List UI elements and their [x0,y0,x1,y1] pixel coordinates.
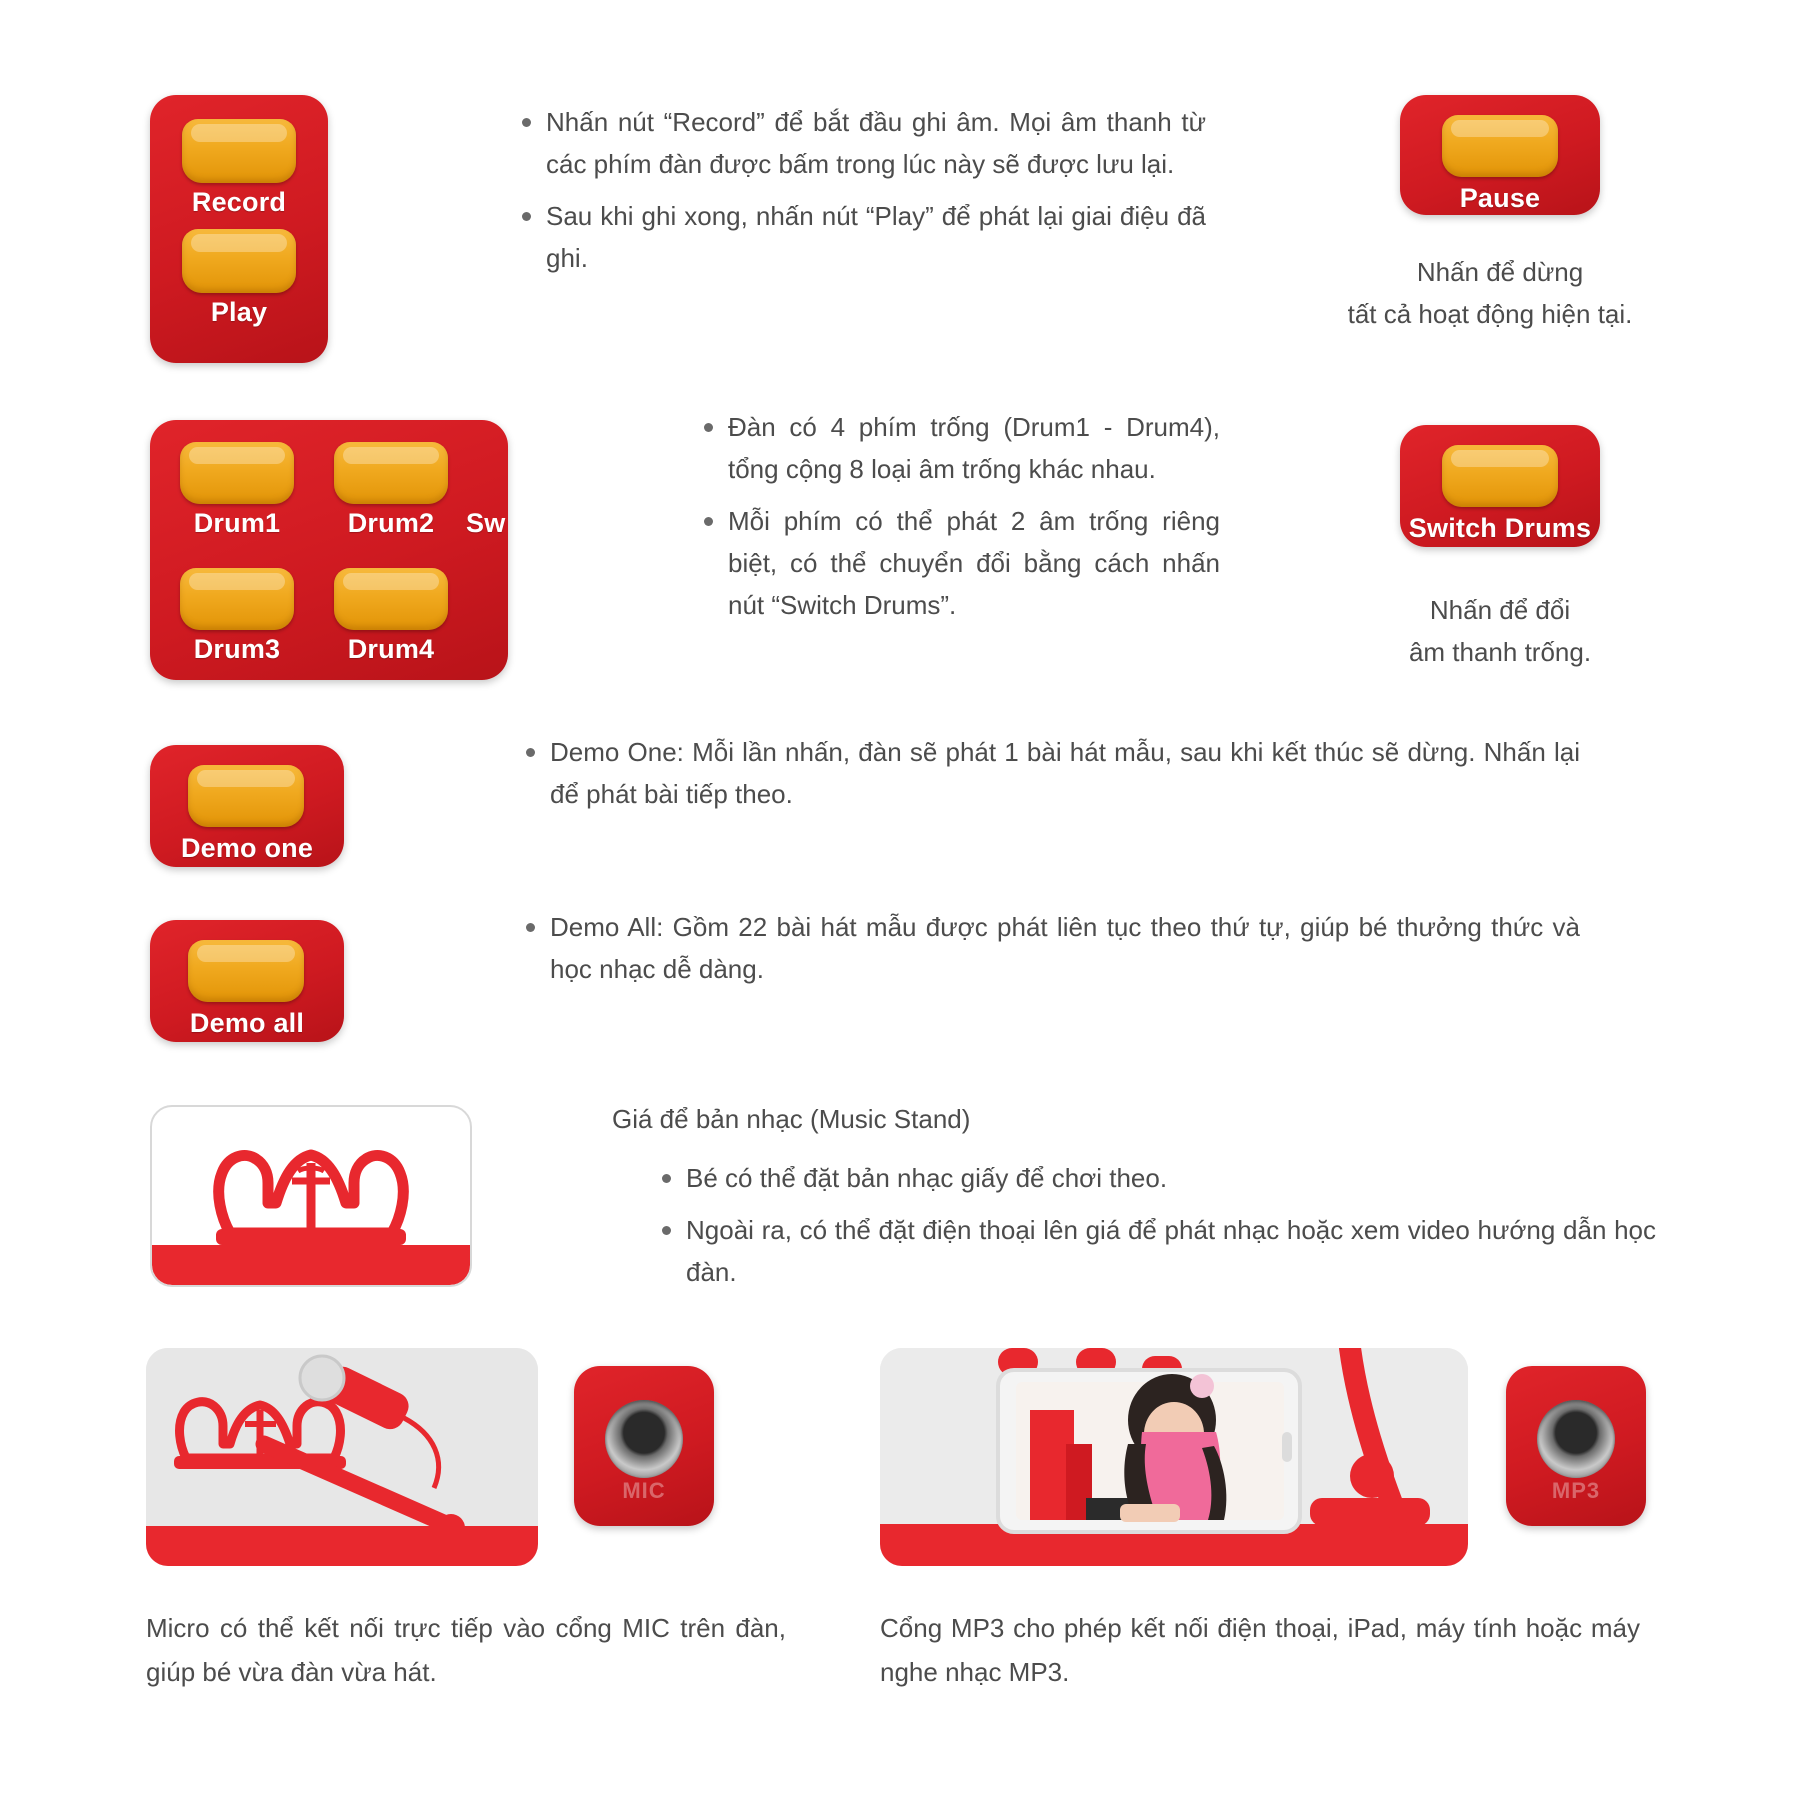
demo-one-button-panel[interactable] [150,745,344,867]
mp3-jack-hole [1537,1400,1615,1478]
pause-caption-line2: tất cả hoạt động hiện tại. [1347,299,1633,330]
list-item: Mỗi phím có thể phát 2 âm trống riêng biệt, có thể chuyển đổi bằng cách nhấn nút “Switch Drums”. [698,500,1220,626]
demo-all-key[interactable] [188,940,304,1002]
drum1-key-label: Drum1 [193,508,281,538]
music-stand-heading: Giá để bản nhạc (Music Stand) [612,1104,971,1134]
section-demo-one [150,737,1580,867]
list-item: Nhấn nút “Record” để bắt đầu ghi âm. Mọi âm thanh từ các phím đàn được bấm trong lúc này sẽ được lưu lại. [516,101,1206,185]
record-key-label: Record [191,187,287,217]
demo-one-bullets [520,731,1580,825]
list-item: Demo All: Gồm 22 bài hát mẫu được phát liên tục theo thứ tự, giúp bé thưởng thức và học nhạc dễ dàng. [520,906,1580,990]
demo-one-key[interactable] [188,765,304,827]
mic-caption: Micro có thể kết nối trực tiếp vào cổng MIC trên đàn, giúp bé vừa đàn vừa hát. [146,1613,786,1688]
mic-jack-hole [605,1400,683,1478]
list-item: Demo One: Mỗi lần nhấn, đàn sẽ phát 1 bài hát mẫu, sau khi kết thúc sẽ dừng. Nhấn lại để phát bài tiếp theo. [520,731,1580,815]
drum2-key-label: Drum2 [347,508,435,538]
demo-one-key-label: Demo one [180,833,314,863]
mp3-caption: Cổng MP3 cho phép kết nối điện thoại, iPad, máy tính hoặc máy nghe nhạc MP3. [880,1613,1640,1688]
drum3-key-label: Drum3 [193,634,281,664]
play-key[interactable] [182,229,296,293]
mic-port [574,1366,714,1526]
section-demo-all [150,912,1580,1042]
section-pause [1340,95,1660,335]
mp3-images [880,1348,1660,1566]
drums-bullets [698,406,1220,637]
drum2-key[interactable] [334,442,448,504]
pause-key-label: Pause [1459,183,1541,213]
switch-drums-button-panel[interactable] [1400,425,1600,547]
drum3-key[interactable] [180,568,294,630]
mic-port-label: MIC [622,1478,666,1503]
list-item: Đàn có 4 phím trống (Drum1 - Drum4), tổng cộng 8 loại âm trống khác nhau. [698,406,1220,490]
section-mic [146,1348,846,1694]
record-play-button-panel[interactable] [150,95,328,363]
section-mp3 [880,1348,1660,1694]
music-stand-bullets [656,1157,1656,1293]
section-switch-drums [1330,425,1670,673]
drum1-key[interactable] [180,442,294,504]
switch-drums-cut-label: Sw [466,508,506,538]
mp3-photo-svg [880,1348,1468,1566]
record-key[interactable] [182,119,296,183]
switch-drums-caption-line2: âm thanh trống. [1408,637,1592,668]
list-item: Bé có thể đặt bản nhạc giấy để chơi theo. [656,1157,1656,1199]
pause-button-panel[interactable] [1400,95,1600,215]
record-play-bullets [516,101,1206,289]
section-drums [150,412,1220,680]
mp3-photo [880,1348,1468,1566]
switch-drums-key-label: Switch Drums [1408,513,1592,543]
music-stand-photo [150,1105,472,1287]
music-stand-text [612,1105,1656,1303]
play-key-label: Play [210,297,268,327]
mp3-port [1506,1366,1646,1526]
switch-drums-key[interactable] [1442,445,1558,507]
drum4-key[interactable] [334,568,448,630]
mic-images [146,1348,846,1566]
section-record-play [150,95,1210,363]
music-stand-base [152,1245,470,1285]
pause-caption-line1: Nhấn để dừng [1416,257,1584,287]
mp3-port-label: MP3 [1551,1478,1601,1503]
demo-all-key-label: Demo all [189,1008,305,1038]
mic-photo [146,1348,538,1566]
demo-all-button-panel[interactable] [150,920,344,1042]
drum-button-panel[interactable] [150,420,508,680]
section-music-stand [150,1104,1656,1303]
mic-photo-svg [146,1348,538,1566]
drum4-key-label: Drum4 [347,634,435,664]
demo-all-bullets [520,906,1580,1000]
list-item: Ngoài ra, có thể đặt điện thoại lên giá để phát nhạc hoặc xem video hướng dẫn học đàn. [656,1209,1656,1293]
switch-drums-caption-line1: Nhấn để đổi [1429,595,1571,625]
list-item: Sau khi ghi xong, nhấn nút “Play” để phát lại giai điệu đã ghi. [516,195,1206,279]
pause-key[interactable] [1442,115,1558,177]
